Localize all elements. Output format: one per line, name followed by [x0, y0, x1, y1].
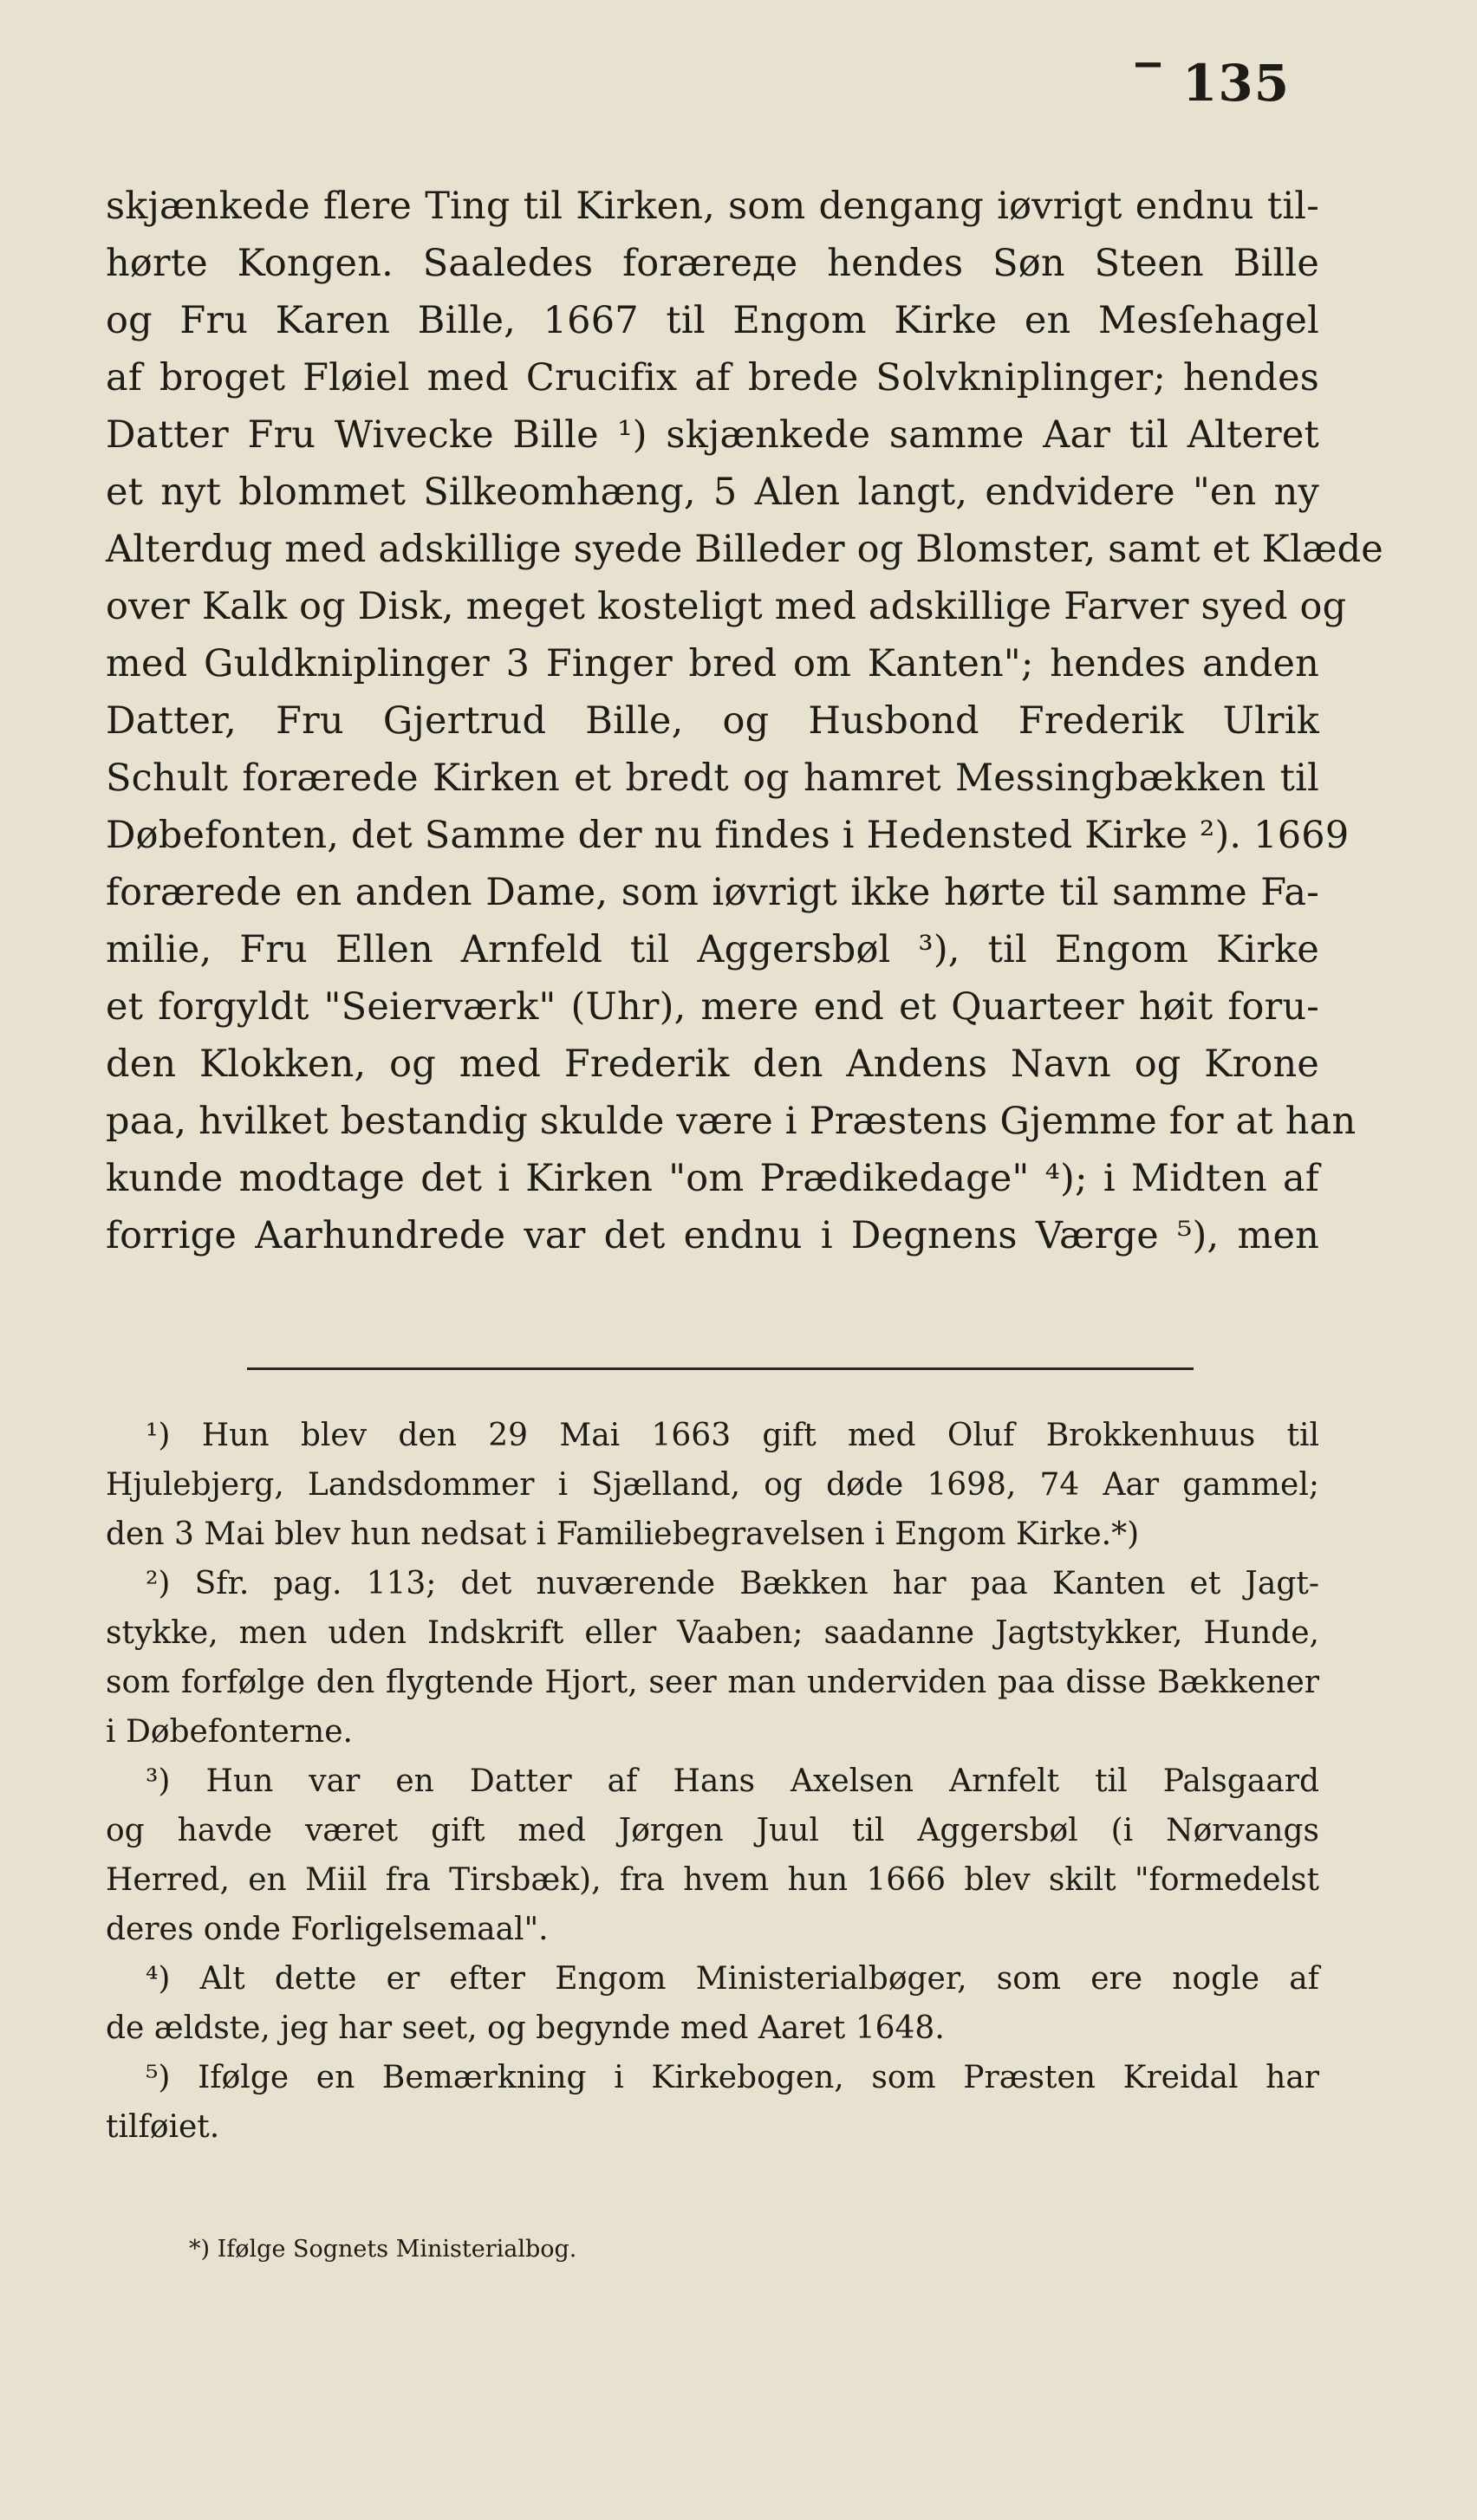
text-line: med Guldkniplinger 3 Finger bred om Kanten"; hendes anden — [106, 642, 1319, 685]
text-line: et forgyldt "Seierværk" (Uhr), mere end et Quarteer høit foru- — [106, 985, 1319, 1029]
text-line: milie, Fru Ellen Arnfeld til Aggersbøl ³), til Engom Kirke — [106, 928, 1319, 971]
footnote-line: stykke, men uden Indskrift eller Vaaben; saadanne Jagtstykker, Hunde, — [106, 1615, 1319, 1651]
text-line: kunde modtage det i Kirken "om Prædikedage" ⁴); i Midten af — [106, 1157, 1319, 1200]
footnote-line: ³) Hun var en Datter af Hans Axelsen Arnfelt til Palsgaard — [146, 1763, 1319, 1799]
text-line: af broget Fløiel med Crucifix af brede Solvkniplinger; hendes — [106, 356, 1319, 399]
footnote-line: deres onde Forligelsemaal". — [106, 1912, 549, 1947]
main-text — [106, 178, 1383, 1264]
text-line: forrige Aarhundrede var det endnu i Degnens Værge ⁵), men — [106, 1214, 1319, 1257]
footnote-separator — [247, 1367, 1194, 1370]
footnote-line: ¹) Hun blev den 29 Mai 1663 gift med Oluf Brokkenhuus til — [146, 1418, 1319, 1453]
footnote-line: Hjulebjerg, Landsdommer i Sjælland, og døde 1698, 74 Aar gammel; — [106, 1467, 1319, 1503]
text-line: Alterdug med adskillige syede Billeder og Blomster, samt et Klæde — [106, 528, 1383, 571]
text-line: Schult forærede Kirken et bredt og hamret Messingbækken til — [106, 757, 1319, 800]
text-line: forærede en anden Dame, som iøvrigt ikke hørte til samme Fa- — [106, 871, 1319, 914]
footnote-line: og havde været gift med Jørgen Juul til Aggersbøl (i Nørvangs — [106, 1813, 1319, 1848]
footnote-line: Herred, en Miil fra Tirsbæk), fra hvem hun 1666 blev skilt "formedelst — [106, 1862, 1319, 1898]
text-line: Datter, Fru Gjertrud Bille, og Husbond Frederik Ulrik — [106, 699, 1319, 743]
text-line: skjænkede flere Ting til Kirken, som dengang iøvrigt endnu til- — [106, 185, 1319, 228]
footnote-line: ⁴) Alt dette er efter Engom Ministerialbøger, som ere nogle af — [146, 1961, 1319, 1997]
footnote-line: som forfølge den flygtende Hjort, seer man underviden paa disse Bækkener — [106, 1665, 1319, 1700]
text-line: hørte Kongen. Saaledes foræreде hendes Søn Steen Bille — [106, 242, 1319, 285]
text-line: over Kalk og Disk, meget kosteligt med adskillige Farver syed og — [106, 585, 1347, 628]
sub-footnote: *) Ifølge Sognets Ministerialbog. — [189, 2236, 577, 2263]
footnote-line: de ældste, jeg har seet, og begynde med Aaret 1648. — [106, 2010, 945, 2046]
text-line: paa, hvilket bestandig skulde være i Præstens Gjemme for at han — [106, 1100, 1357, 1143]
footnote-line: ⁵) Ifølge en Bemærkning i Kirkebogen, som Præsten Kreidal har — [146, 2060, 1319, 2095]
text-line: den Klokken, og med Frederik den Andens Navn og Krone — [106, 1042, 1319, 1086]
text-line: Døbefonten, det Samme der nu findes i Hedensted Kirke ²). 1669 — [106, 814, 1350, 857]
footnote-line: ²) Sfr. pag. 113; det nuværende Bækken har paa Kanten et Jagt- — [146, 1566, 1319, 1601]
text-line: et nyt blommet Silkeomhæng, 5 Alen langt, endvidere "en ny — [106, 471, 1319, 514]
text-line: Datter Fru Wivecke Bille ¹) skjænkede samme Aar til Alteret — [106, 413, 1319, 457]
page-number-text: 135 — [1182, 54, 1291, 113]
footnotes — [106, 1411, 1319, 2152]
footnote-line: tilføiet. — [106, 2109, 220, 2145]
footnote-line: den 3 Mai blev hun nedsat i Familiebegravelsen i Engom Kirke.*) — [106, 1517, 1140, 1552]
text-line: og Fru Karen Bille, 1667 til Engom Kirke en Mesſehagel — [106, 299, 1319, 342]
footnote-line: i Døbefonterne. — [106, 1714, 353, 1750]
page-number: ‾ 135 — [1135, 54, 1291, 113]
